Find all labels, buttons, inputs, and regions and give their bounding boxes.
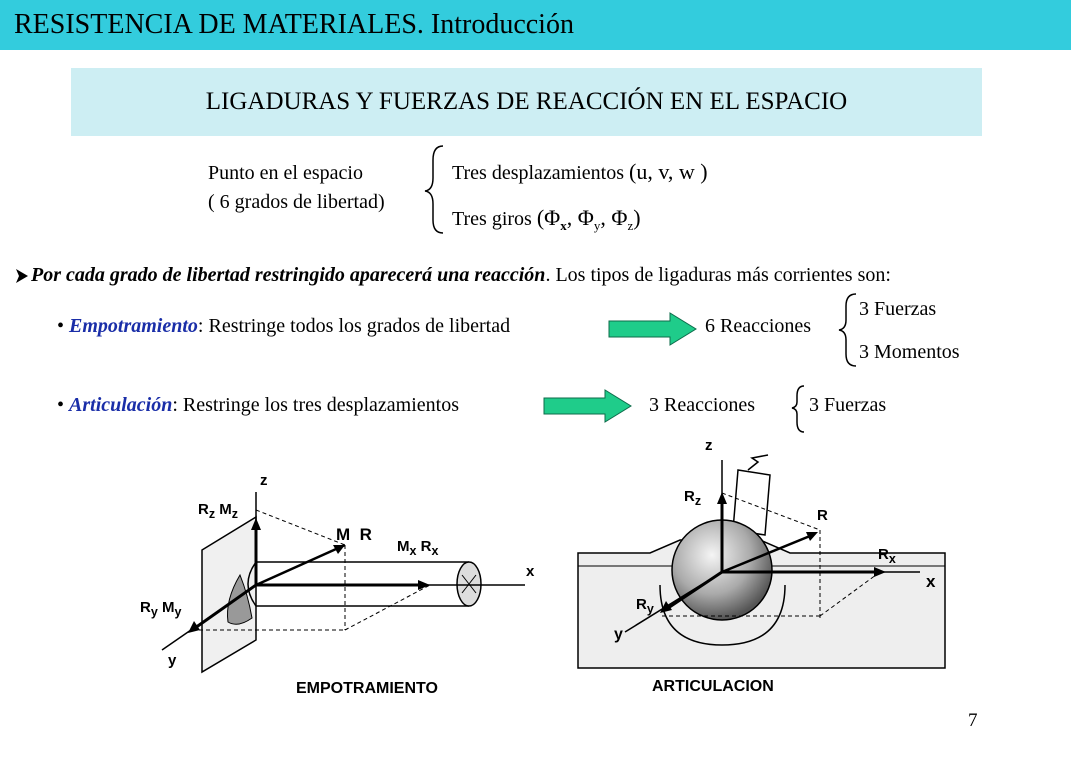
empotramiento-desc: : Restringe todos los grados de libertad — [197, 315, 511, 337]
desplazamientos-vars: (u, v, w ) — [629, 159, 708, 184]
articulacion-caption: ARTICULACION — [652, 678, 774, 695]
emp-m: M — [336, 525, 351, 544]
articulacion-name: Articulación — [69, 394, 173, 416]
art-label-y: y — [614, 626, 623, 643]
giros-sub-x: x — [560, 218, 567, 233]
art-label-rz — [684, 488, 701, 508]
articulacion-reacciones: 3 Reacciones — [649, 394, 756, 416]
emp-ry-sub: y — [150, 605, 158, 619]
empotramiento-reacciones: 6 Reacciones — [705, 315, 812, 337]
empotramiento-name: Empotramiento — [69, 315, 198, 337]
page-number: 7 — [968, 710, 978, 731]
punto-line1: Punto en el espacio — [208, 162, 363, 184]
giros-sep1: , Φ — [566, 205, 594, 230]
desplazamientos-text: Tres desplazamientos — [452, 162, 625, 184]
giros-close: ) — [633, 205, 641, 230]
art-label-r: R — [817, 507, 828, 524]
emp-label-y: y — [168, 652, 177, 669]
art-label-x: x — [926, 572, 936, 591]
punto-line2: ( 6 grados de libertad) — [208, 191, 385, 213]
art-label-ry — [636, 596, 654, 616]
giros-sep2: , Φ — [600, 205, 628, 230]
articulacion-fuerzas: 3 Fuerzas — [809, 394, 887, 416]
articulacion-bullet: • — [57, 394, 65, 416]
rule-rest: . Los tipos de ligaduras más corrientes son: — [545, 264, 891, 286]
art-label-z: z — [705, 437, 713, 454]
art-rx-sub: x — [888, 552, 896, 566]
emp-r: R — [359, 525, 372, 544]
art-rx: R — [878, 546, 889, 563]
emp-mx-sub: x — [409, 544, 417, 558]
art-ry: R — [636, 596, 647, 613]
emp-rx: R — [420, 538, 432, 555]
rule-bold-italic: Por cada grado de libertad restringido aparecerá una reacción — [31, 264, 546, 286]
emp-rz-sub: z — [208, 507, 216, 521]
emp-label-z: z — [260, 472, 268, 489]
empotramiento-caption: EMPOTRAMIENTO — [296, 680, 438, 697]
art-label-rx — [878, 546, 896, 566]
emp-my-sub: y — [174, 605, 182, 619]
emp-mz: M — [219, 501, 232, 518]
empotramiento-bullet: • — [57, 315, 65, 337]
giros-sub-y: y — [593, 218, 601, 233]
art-ry-sub: y — [646, 602, 654, 616]
empotramiento-momentos: 3 Momentos — [859, 341, 960, 363]
empotramiento-fuerzas: 3 Fuerzas — [859, 298, 937, 320]
giros-sub-z: z — [627, 218, 634, 233]
emp-ry: R — [140, 599, 151, 616]
art-rz-sub: z — [694, 494, 702, 508]
emp-label-x: x — [526, 563, 535, 580]
emp-rz: R — [198, 501, 209, 518]
section-title: LIGADURAS Y FUERZAS DE REACCIÓN EN EL ESPACIO — [205, 88, 848, 115]
giros-open: (Φ — [536, 205, 561, 230]
articulacion-desc: : Restringe los tres desplazamientos — [172, 394, 459, 416]
header-title: RESISTENCIA DE MATERIALES. Introducción — [14, 9, 574, 40]
emp-my: M — [161, 599, 175, 616]
giros-text: Tres giros — [452, 208, 532, 230]
emp-rx-sub: x — [431, 544, 439, 558]
emp-mx: M — [397, 538, 410, 555]
emp-mz-sub: z — [231, 507, 239, 521]
art-rz: R — [684, 488, 695, 505]
